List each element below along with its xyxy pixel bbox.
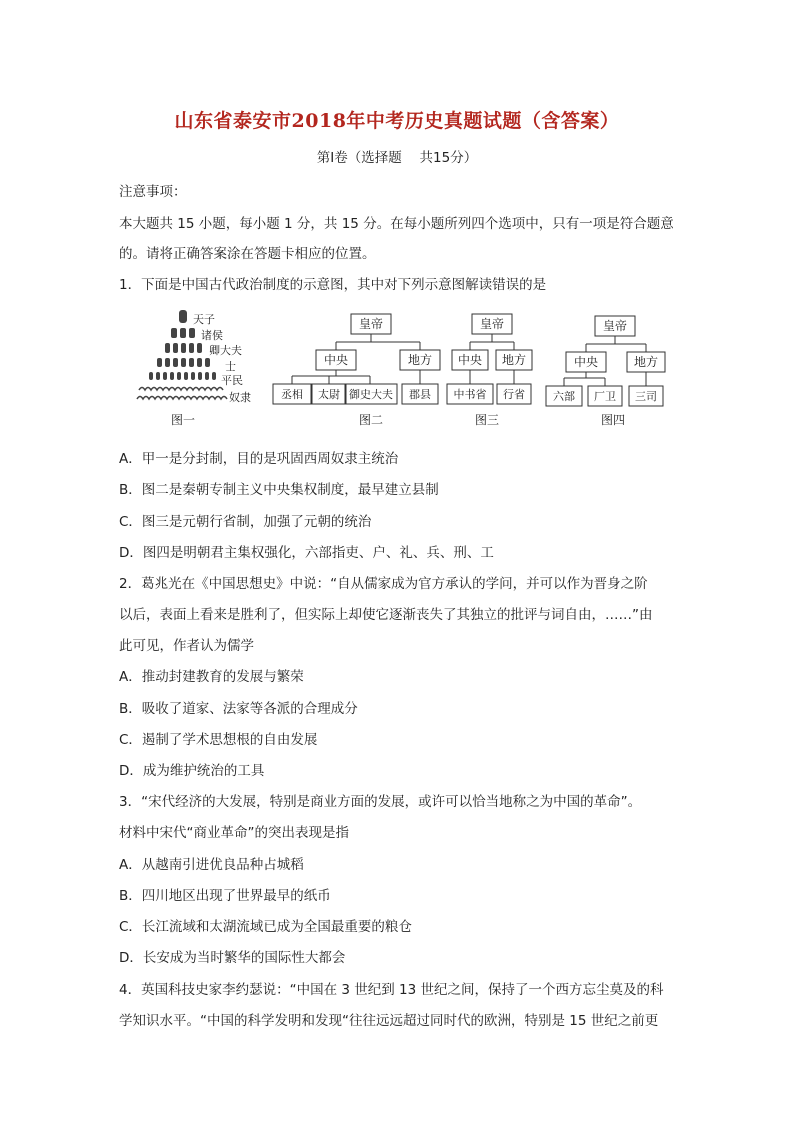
question-2-option: A．推动封建教育的发展与繁荣	[119, 669, 304, 685]
question-3-option: D．长安成为当时繁华的国际性大都会	[119, 950, 346, 966]
question-2-option: B．吸收了道家、法家等各派的合理成分	[119, 701, 358, 717]
fig3-central-label: 中央	[457, 353, 483, 367]
question-1-option: A．甲一是分封制，目的是巩固西周奴隶主统治	[119, 451, 399, 467]
fig2-office-label: 太尉	[318, 388, 340, 401]
question-3-stem: 材料中宋代“商业革命”的突出表现是指	[119, 825, 349, 841]
rank-label: 天子	[193, 313, 215, 326]
fig4-office-label: 三司	[635, 390, 657, 403]
fig3-root-label: 皇帝	[479, 317, 505, 331]
fig2-office-label: 郡县	[409, 388, 431, 401]
question-3-option: A．从越南引进优良品种占城稻	[119, 857, 304, 873]
fig2-root-label: 皇帝	[358, 317, 384, 331]
fig4-local-label: 地方	[633, 355, 659, 369]
political-system-diagrams	[133, 306, 673, 436]
fig2-local-label: 地方	[407, 353, 433, 367]
question-2-stem: 2．葛兆光在《中国思想史》中说：“自从儒家成为官方承认的学问，并可以作为晋身之阶	[119, 576, 648, 592]
fig2-office-label: 御史大夫	[349, 388, 393, 401]
question-2-option: D．成为维护统治的工具	[119, 763, 265, 779]
fig2-central-label: 中央	[323, 353, 349, 367]
question-1-stem: 1．下面是中国古代政治制度的示意图，其中对下列示意图解读错误的是	[119, 277, 547, 293]
fig3-local-label: 地方	[501, 353, 527, 367]
rank-label: 平民	[221, 374, 243, 387]
rank-label: 卿大夫	[209, 344, 242, 357]
question-1-option: C．图三是元朝行省制，加强了元朝的统治	[119, 514, 372, 530]
question-3-option: C．长江流域和太湖流域已成为全国最重要的粮仓	[119, 919, 412, 935]
section-subtitle: 第Ⅰ卷（选择题 共15分）	[316, 150, 478, 166]
question-1-option: B．图二是秦朝专制主义中央集权制度，最早建立县制	[119, 482, 439, 498]
figure-1-pyramid	[137, 310, 251, 427]
question-4-stem: 4．英国科技史家李约瑟说：“中国在 3 世纪到 13 世纪之间，保持了一个西方忘尘莫及的科	[119, 982, 664, 998]
figure-3-caption: 图三	[475, 413, 500, 427]
figure-4-caption: 图四	[601, 413, 626, 427]
fig4-office-label: 厂卫	[594, 390, 616, 403]
rank-label: 士	[225, 360, 236, 373]
notice-heading: 注意事项：	[119, 184, 187, 200]
rank-label: 奴隶	[229, 391, 251, 404]
notice-line: 的。请将正确答案涂在答题卡相应的位置。	[119, 246, 376, 262]
rank-label: 诸侯	[201, 329, 223, 342]
fig2-office-label: 丞相	[281, 388, 303, 401]
fig3-office-label: 中书省	[453, 388, 487, 401]
notice-line: 本大题共 15 小题，每小题 1 分，共 15 分。在每小题所列四个选项中，只有一项是符合题意	[119, 216, 674, 232]
question-2-stem: 以后，表面上看来是胜利了，但实际上却使它逐渐丧失了其独立的批评与词自由，……”由	[119, 607, 653, 623]
question-1-option: D．图四是明朝君主集权强化，六部指吏、户、礼、兵、刑、工	[119, 545, 494, 561]
question-3-stem: 3．“宋代经济的大发展，特别是商业方面的发展，或许可以恰当地称之为中国的革命”。	[119, 794, 642, 810]
page-title: 山东省泰安市2018年中考历史真题试题（含答案）	[174, 110, 620, 132]
fig4-root-label: 皇帝	[602, 319, 628, 333]
fig3-office-label: 行省	[503, 388, 525, 401]
question-4-stem: 学知识水平。“中国的科学发明和发现“往往远远超过同时代的欧洲，特别是 15 世纪之前更	[119, 1013, 659, 1029]
fig4-office-label: 六部	[553, 390, 575, 403]
figure-2-caption: 图二	[359, 413, 384, 427]
question-2-option: C．遏制了学术思想根的自由发展	[119, 732, 318, 748]
fig4-central-label: 中央	[573, 355, 599, 369]
question-2-stem: 此可见，作者认为儒学	[119, 638, 254, 654]
figure-1-caption: 图一	[171, 413, 196, 427]
question-3-option: B．四川地区出现了世界最早的纸币	[119, 888, 331, 904]
